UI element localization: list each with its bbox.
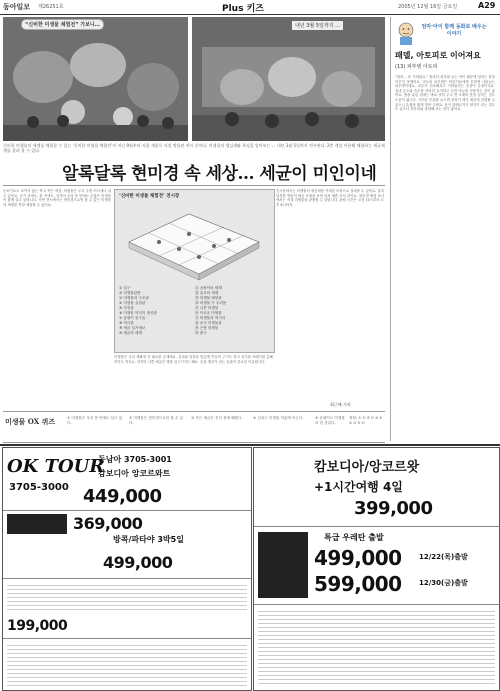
ox-question-3: ③ 모든 세균은 우리 몸에 해롭다. xyxy=(191,416,243,420)
headline-rule xyxy=(3,185,385,186)
ad-tiny-block xyxy=(258,608,495,686)
ad-line-2: 캄보디아 앙코르와트 xyxy=(98,469,171,478)
right-column xyxy=(390,17,498,441)
ad-divider xyxy=(254,526,499,527)
ad-tiny-block xyxy=(7,642,247,686)
legend-item: ⑦ 곰팡이 친구들 xyxy=(119,316,146,320)
ad-price-3: 599,000 xyxy=(314,572,402,596)
photo-label-left: “신비한 미생물 체험전” 가보니… xyxy=(21,19,104,30)
ad-divider xyxy=(3,638,251,639)
ad-price-3: 499,000 xyxy=(103,553,173,572)
exhibition-photo-left xyxy=(3,17,188,141)
ad-note-2: 12/30(금)출발 xyxy=(419,579,468,587)
legend-item: ⑭ 미생물 속 우리몸 xyxy=(195,301,227,305)
ad-price-2: 499,000 xyxy=(314,546,402,570)
legend-item: ⑯ 이로운 미생물 xyxy=(195,311,222,315)
ad-cambodia xyxy=(253,447,500,691)
ox-question-4: ④ 김치는 미생물 덕분에 익는다. xyxy=(253,416,304,420)
exhibition-photo-right xyxy=(192,17,385,141)
legend-item: ⑲ 곤충 미생물 xyxy=(195,326,219,330)
legend-item: ⑤ 사진관 xyxy=(119,306,134,310)
ad-price-main: 449,000 xyxy=(83,486,162,507)
legend-item: ② 미생물관람 xyxy=(119,291,141,295)
column-title: 패델, 아토피로 이어져요 xyxy=(395,51,481,60)
ad-line-1: 동남아 3705-3001 xyxy=(98,455,172,464)
legend-item: ⑧ 역사관 xyxy=(119,321,134,325)
ad-phone: 3705-3000 xyxy=(9,482,69,493)
diagram-legend-1 xyxy=(119,286,194,336)
ad-divider xyxy=(254,604,499,605)
ox-question-5: ⑤ 곰팡이도 미생물의 한 종류다. xyxy=(315,416,345,425)
section-title: Plus 키즈 xyxy=(222,4,264,14)
legend-item: ⑪ 곰팡이의 세계 xyxy=(195,286,222,290)
floor-plan xyxy=(119,202,269,284)
ox-question-2: ② 미생물은 현미경으로만 볼 수 있다. xyxy=(129,416,184,425)
ox-question-1: ① 미생물은 우리 몸 안에도 살고 있다. xyxy=(67,416,123,425)
photo-left xyxy=(3,17,188,141)
ad-ok-tour xyxy=(2,447,252,691)
article-col-3: 전시장에서는 미생물의 생김새를 거대한 모형으로 살펴볼 수 있어요. 알록달록한 색깔의 세균 모형을 보면 마치 예쁜 보석 같아요. 현미경 체험 코너에서는 직접 미생물을 관찰할 수 있답니다. 관람 시간은 오전 10시부터 오후 6시까지. xyxy=(276,189,384,207)
legend-item: ⑥ 미생물 이미지 영상관 xyxy=(119,311,157,315)
masthead xyxy=(0,0,500,15)
photo-caption xyxy=(3,143,385,153)
ad-tiny-block xyxy=(7,582,247,612)
ad-price-4: 199,000 xyxy=(7,618,68,634)
column-kicker: 엄마·아이 함께 동화로 배우는 이야기 xyxy=(421,24,487,37)
ad-note-3: 특급 우레탄 출발 xyxy=(324,533,384,542)
legend-item: ⑫ 효모의 세계 xyxy=(195,291,219,295)
photo-caption-left: 신비한 미생물의 세계를 체험할 수 있는 ‘신비한 미생물 체험전’이 지난 9월부터 서울 세종로 사설 박물관 전시 중이다. 미생물의 생김새와 특성을 알아보는 ... xyxy=(3,143,276,148)
ad-divider xyxy=(3,578,251,579)
issue-number: 제26251호 xyxy=(38,4,64,10)
legend-item: ⑱ 음식 미생물관 xyxy=(195,321,222,325)
legend-item: ⑳ 출구 xyxy=(195,331,207,335)
ad-divider xyxy=(3,510,251,511)
ad-headline-2: +1시간여행 4일 xyxy=(314,480,403,494)
cartoon-icon xyxy=(395,21,417,45)
ad-headline: 캄보디아/앙코르왓 xyxy=(314,460,420,475)
ad-price-2: 369,000 xyxy=(73,514,143,533)
legend-item: ⑩ 세균의 세계 xyxy=(119,331,142,335)
ox-quiz-title: 미생물 OX 퀴즈 xyxy=(5,417,56,426)
ad-brand: OK TOUR xyxy=(7,456,105,477)
article-headline: 알록달록 현미경 속 세상… 세균이 미인이네 xyxy=(62,164,377,184)
article-col-1: 돋보기로도 보이지 않는 작고 작은 세상. 미생물은 우리 주변 어디에나 살고 있어요. 공기 중에도, 흙 속에도, 심지어 우리 몸 안에도 수많은 미생물이 함께 살고 있답니다. 이번 전시에서는 현미경으로만 볼 수 있는 미생물의 세계를 직접 체험할 수 있어요. xyxy=(3,189,111,207)
diagram-title: ‘신비한 미생물 체험전’ 전시장 xyxy=(119,194,180,199)
newspaper-logo: 동아일보 xyxy=(3,3,31,11)
ad-stamp xyxy=(258,532,308,598)
ox-quiz-bar xyxy=(3,411,385,443)
ox-answer: 정답: ① O ② O ③ X ④ O ⑤ O xyxy=(349,416,382,425)
legend-item: ④ 미생물 실험관 xyxy=(119,301,146,305)
photo-label-right: 내년 3월 5일까지 ... xyxy=(292,21,343,30)
byline: 최근에 기자 xyxy=(330,402,351,407)
column-subtitle: (13) 피부병 아토피 xyxy=(395,64,438,70)
ad-price-1: 399,000 xyxy=(354,498,433,519)
legend-item: ① 입구 xyxy=(119,286,131,290)
publication-date: 2005년 12월 16일 금요일 xyxy=(398,4,458,10)
legend-item: ⑨ 세균 일기예보 xyxy=(119,326,146,330)
ad-stamp xyxy=(7,514,67,534)
legend-item: ③ 미생물의 구조관 xyxy=(119,296,149,300)
exhibition-diagram xyxy=(114,189,275,353)
legend-item: ⑬ 미생물 배양관 xyxy=(195,296,222,300)
ad-note-1: 12/22(목)출발 xyxy=(419,553,468,561)
page-number: A29 xyxy=(478,1,496,10)
article-col-2: 미생물은 우리 생활에 꼭 필요한 존재예요. 김치와 된장을 맛있게 만들어 주기도 하고 음식물 쓰레기를 분해하기도 하지요. 하지만 나쁜 세균은 병을 일으키기도 해요. 손을 깨끗이 씻는 습관이 중요한 이유랍니다. xyxy=(114,355,273,364)
ads-rule xyxy=(0,444,500,446)
photo-caption-right: 내년 3월 5일까지 전시된다. 2층 개설 이용해 체험하는 세균세계를 살펴 볼 수 있다. xyxy=(3,143,385,153)
photo-right xyxy=(192,17,385,141)
ad-line-3: 방콕/파타야 3박5일 xyxy=(113,535,184,544)
legend-item: ⑮ 나쁜 미생물 xyxy=(195,306,219,310)
diagram-legend-2 xyxy=(195,286,270,336)
column-body: “엄마… 또 가려워요.” 밤마다 피부를 긁는 아이 때문에 엄마는 잠을 이루지 못했어요. 아토피 피부염은 어린이들에게 흔하게 나타나는 피부병이에요. 피부가 건조해지고 가려워지는 증상이 특징이지요. 실내 온도와 습도를 적당히 유지하고 순한 비누를 사용하는 것이 좋아요. 땀을 흘린 뒤에는 바로 씻어 주고 면 소재의 옷을 입히는 것도 도움이 됩니다. 가려운 부위를 긁으면 상처가 생겨 세균에 감염될 수 있으니 손톱을 짧게 깎아 주세요. 음식 알레르기가 원인이 되는 경우도 있으니 전문의와 상담해 보는 것이 좋아요. xyxy=(395,75,495,112)
legend-item: ⑰ 미생물과 먹거리 xyxy=(195,316,226,320)
